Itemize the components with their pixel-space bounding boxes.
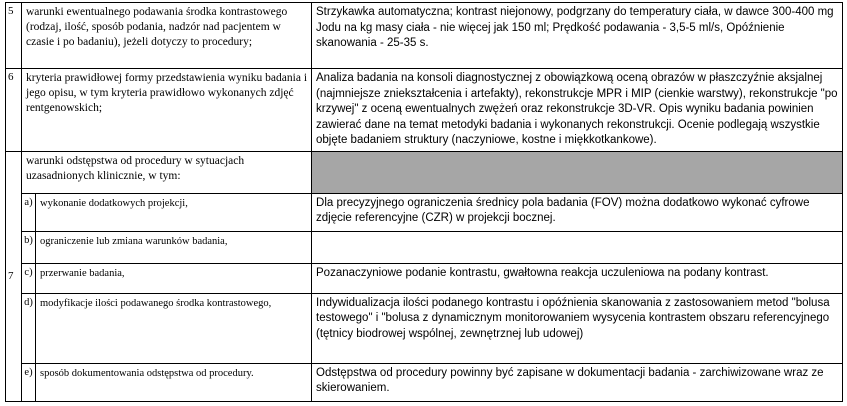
table-row bbox=[6, 263, 843, 293]
row-content: Strzykawka automatyczna; kontrast niejonowy, podgrzany do temperatury ciała, w dawce 300-400 mg Jodu na kg masy ciała - nie więcej jak 150 ml; Prędkość podawania - 3,5-5 ml/s, Opóźnienie skanowania - 25-35 s. bbox=[312, 3, 843, 69]
sub-label: wykonanie dodatkowych projekcji, bbox=[36, 193, 312, 231]
shaded-cell bbox=[312, 151, 843, 193]
sub-label: sposób dokumentowania odstępstwa od procedury. bbox=[36, 363, 312, 401]
sub-content bbox=[312, 231, 843, 263]
row-label: warunki ewentualnego podawania środka kontrastowego (rodzaj, ilość, sposób podania, nadzór nad pacjentem w czasie i po badaniu), jeżeli dotyczy to procedury; bbox=[22, 3, 312, 69]
row-number: 7 bbox=[6, 151, 22, 401]
table-row bbox=[6, 293, 843, 363]
sub-content: Indywidualizacja ilości podanego kontrastu i opóźnienia skanowania z zastosowaniem metod "bolusa testowego" i "bolusa z dynamicznym monitorowaniem wysycenia kontrastem obszaru referencyjnego (tętnicy biodrowej wspólnej, zewnętrznej lub udowej) bbox=[312, 293, 843, 363]
table-row bbox=[6, 363, 843, 401]
table-row bbox=[6, 231, 843, 263]
table-row bbox=[6, 3, 843, 69]
table-row bbox=[6, 151, 843, 193]
table-row bbox=[6, 69, 843, 152]
sub-label: modyfikacje ilości podawanego środka kontrastowego, bbox=[36, 293, 312, 363]
sub-letter: b) bbox=[22, 231, 36, 263]
procedure-table bbox=[5, 2, 843, 402]
sub-label: ograniczenie lub zmiana warunków badania, bbox=[36, 231, 312, 263]
row-label: kryteria prawidłowej formy przedstawienia wyniku badania i jego opisu, w tym kryteria prawidłowo wykonanych zdjęć rentgenowskich; bbox=[22, 69, 312, 152]
sub-letter: a) bbox=[22, 193, 36, 231]
row-number: 6 bbox=[6, 69, 22, 152]
row-label: warunki odstępstwa od procedury w sytuacjach uzasadnionych klinicznie, w tym: bbox=[22, 151, 312, 193]
sub-content: Pozanaczyniowe podanie kontrastu, gwałtowna reakcja uczuleniowa na podany kontrast. bbox=[312, 263, 843, 293]
sub-content: Odstępstwa od procedury powinny być zapisane w dokumentacji badania - zarchiwizowane wraz ze skierowaniem. bbox=[312, 363, 843, 401]
row-content: Analiza badania na konsoli diagnostycznej z obowiązkową oceną obrazów w płaszczyźnie aksjalnej (najmniejsze zniekształcenia i artefakty), rekonstrukcje MPR i MIP (cienkie warstwy), rekonstrukcje "po krzywej" z oceną ewentualnych zwężeń oraz rekonstrukcje 3D-VR. Opis wyniku badania powinien zawierać dane na temat metodyki badania i wykonanych rekonstrukcji. Ocenie podlegają wszystkie objęte badaniem struktury (naczyniowe, kostne i miękkotkankowe). bbox=[312, 69, 843, 152]
sub-letter: d) bbox=[22, 293, 36, 363]
sub-content: Dla precyzyjnego ograniczenia średnicy pola badania (FOV) można dodatkowo wykonać cyfrowe zdjęcie referencyjne (CZR) w projekcji bocznej. bbox=[312, 193, 843, 231]
sub-letter: e) bbox=[22, 363, 36, 401]
sub-label: przerwanie badania, bbox=[36, 263, 312, 293]
table-row bbox=[6, 193, 843, 231]
sub-letter: c) bbox=[22, 263, 36, 293]
row-number: 5 bbox=[6, 3, 22, 69]
